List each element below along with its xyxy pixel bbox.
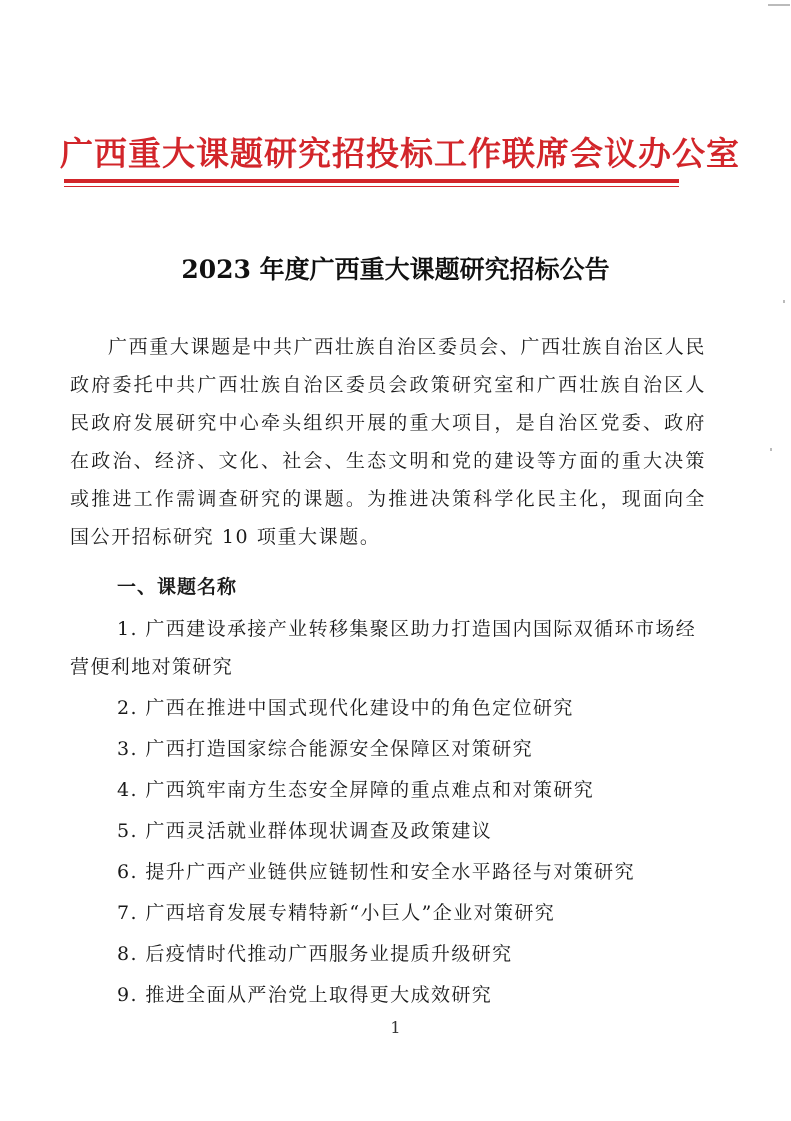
topic-item-8: 8. 后疫情时代推动广西服务业提质升级研究 [117,943,513,965]
topic-item-4: 4. 广西筑牢南方生态安全屏障的重点难点和对策研究 [117,779,595,801]
organization-header: 广西重大课题研究招投标工作联席会议办公室 [60,134,740,173]
topic-item-9: 9. 推进全面从严治党上取得更大成效研究 [117,984,493,1006]
header-rule-thick [64,179,679,183]
scan-mark-top-right [768,4,790,6]
intro-paragraph-block [70,328,706,556]
topic-item-1: 1. 广西建设承接产业转移集聚区助力打造国内国际双循环市场经营便利地对策研究 [70,618,697,678]
topic-item-3: 3. 广西打造国家综合能源安全保障区对策研究 [117,738,533,760]
topic-item-5: 5. 广西灵活就业群体现状调查及政策建议 [117,820,493,842]
topic-item-2: 2. 广西在推进中国式现代化建设中的角色定位研究 [117,697,574,719]
header-rule-thin [64,186,679,187]
scan-mark-right-1 [783,300,785,303]
document-title: 2023 年度广西重大课题研究招标公告 [181,255,610,284]
page-number: 1 [390,1018,401,1037]
intro-paragraph: 广西重大课题是中共广西壮族自治区委员会、广西壮族自治区人民政府委托中共广西壮族自治区委员会政策研究室和广西壮族自治区人民政府发展研究中心牵头组织开展的重大项目，是自治区党委、政府在政治、经济、文化、社会、生态文明和党的建设等方面的重大决策或推进工作需调查研究的课题。为推进决策科学化民主化，现面向全国公开招标研究 10 项重大课题。 [70,336,706,548]
section-heading: 一、课题名称 [117,576,238,598]
topic-item-6: 6. 提升广西产业链供应链韧性和安全水平路径与对策研究 [117,861,635,883]
topic-item-7: 7. 广西培育发展专精特新“小巨人”企业对策研究 [117,902,556,924]
topic-list [70,610,706,1017]
scan-mark-right-2 [770,448,772,451]
